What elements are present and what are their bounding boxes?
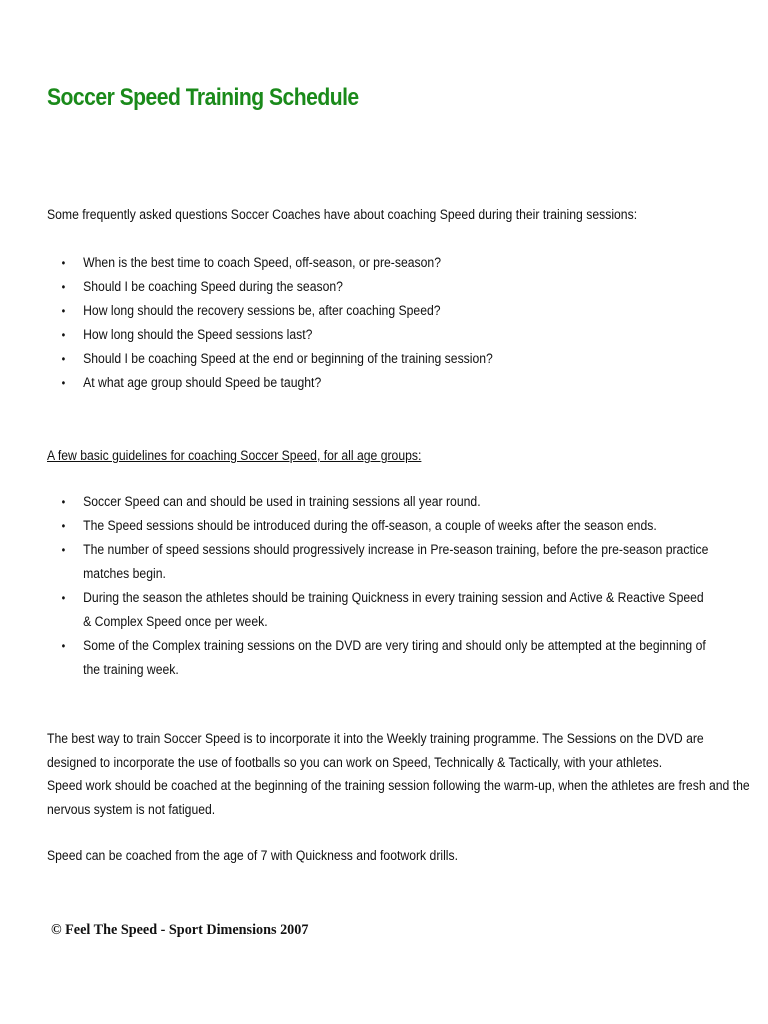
bullet-icon: • (61, 519, 66, 533)
best-way-paragraph (47, 728, 750, 822)
list-item (47, 490, 709, 514)
list-item-text: How long should the Speed sessions last? (83, 327, 313, 343)
bullet-icon: • (61, 304, 66, 318)
list-item-text: Should I be coaching Speed at the end or beginning of the training session? (83, 351, 493, 367)
list-item-text: The Speed sessions should be introduced during the off-season, a couple of weeks after the season ends. (83, 518, 657, 534)
paragraph-line: designed to incorporate the use of footballs so you can work on Speed, Technically & Tactically, with your athletes. (47, 754, 663, 771)
list-item (47, 538, 709, 586)
list-item-text: Should I be coaching Speed during the season? (83, 279, 343, 295)
age-note: Speed can be coached from the age of 7 with Quickness and footwork drills. (47, 848, 459, 864)
list-item-text: At what age group should Speed be taught? (83, 375, 322, 391)
paragraph-line: Speed work should be coached at the beginning of the training session following the warm-up, when the athletes are fresh and the (47, 778, 750, 794)
list-item-text: Some of the Complex training sessions on the DVD are very tiring and should only be attempted at the beginning of the training week. (83, 638, 706, 678)
paragraph-line: nervous system is not fatigued. (47, 801, 216, 818)
list-item-text: The number of speed sessions should progressively increase in Pre-season training, before the pre-season practice matches begin. (83, 542, 709, 582)
list-item-text: During the season the athletes should be training Quickness in every training session and Active & Reactive Speed & Complex Speed once per week. (83, 590, 704, 630)
list-item (47, 514, 709, 538)
list-item (47, 347, 709, 371)
paragraph-line: The best way to train Soccer Speed is to incorporate it into the Weekly training programme. The Sessions on the DVD are (47, 731, 704, 747)
list-item (47, 371, 709, 395)
bullet-icon: • (61, 376, 66, 390)
list-item-text: When is the best time to coach Speed, off-season, or pre-season? (83, 255, 442, 271)
bullet-icon: • (61, 639, 66, 653)
list-item (47, 275, 709, 299)
list-item (47, 299, 709, 323)
bullet-icon: • (61, 543, 66, 557)
bullet-icon: • (61, 328, 66, 342)
list-item-text: Soccer Speed can and should be used in training sessions all year round. (83, 494, 481, 510)
list-item (47, 634, 709, 682)
bullet-icon: • (61, 352, 66, 366)
list-item (47, 586, 709, 634)
bullet-icon: • (61, 591, 66, 605)
guidelines-heading: A few basic guidelines for coaching Soccer Speed, for all age groups: (47, 448, 422, 464)
questions-list (47, 251, 709, 395)
bullet-icon: • (61, 256, 66, 270)
guidelines-list (47, 490, 709, 682)
bullet-icon: • (61, 495, 66, 509)
list-item (47, 251, 709, 275)
list-item-text: How long should the recovery sessions be, after coaching Speed? (83, 303, 441, 319)
copyright-footer: © Feel The Speed - Sport Dimensions 2007 (51, 922, 309, 938)
intro-paragraph: Some frequently asked questions Soccer Coaches have about coaching Speed during their training sessions: (47, 207, 638, 223)
bullet-icon: • (61, 280, 66, 294)
list-item (47, 323, 709, 347)
page-title: Soccer Speed Training Schedule (47, 84, 359, 111)
